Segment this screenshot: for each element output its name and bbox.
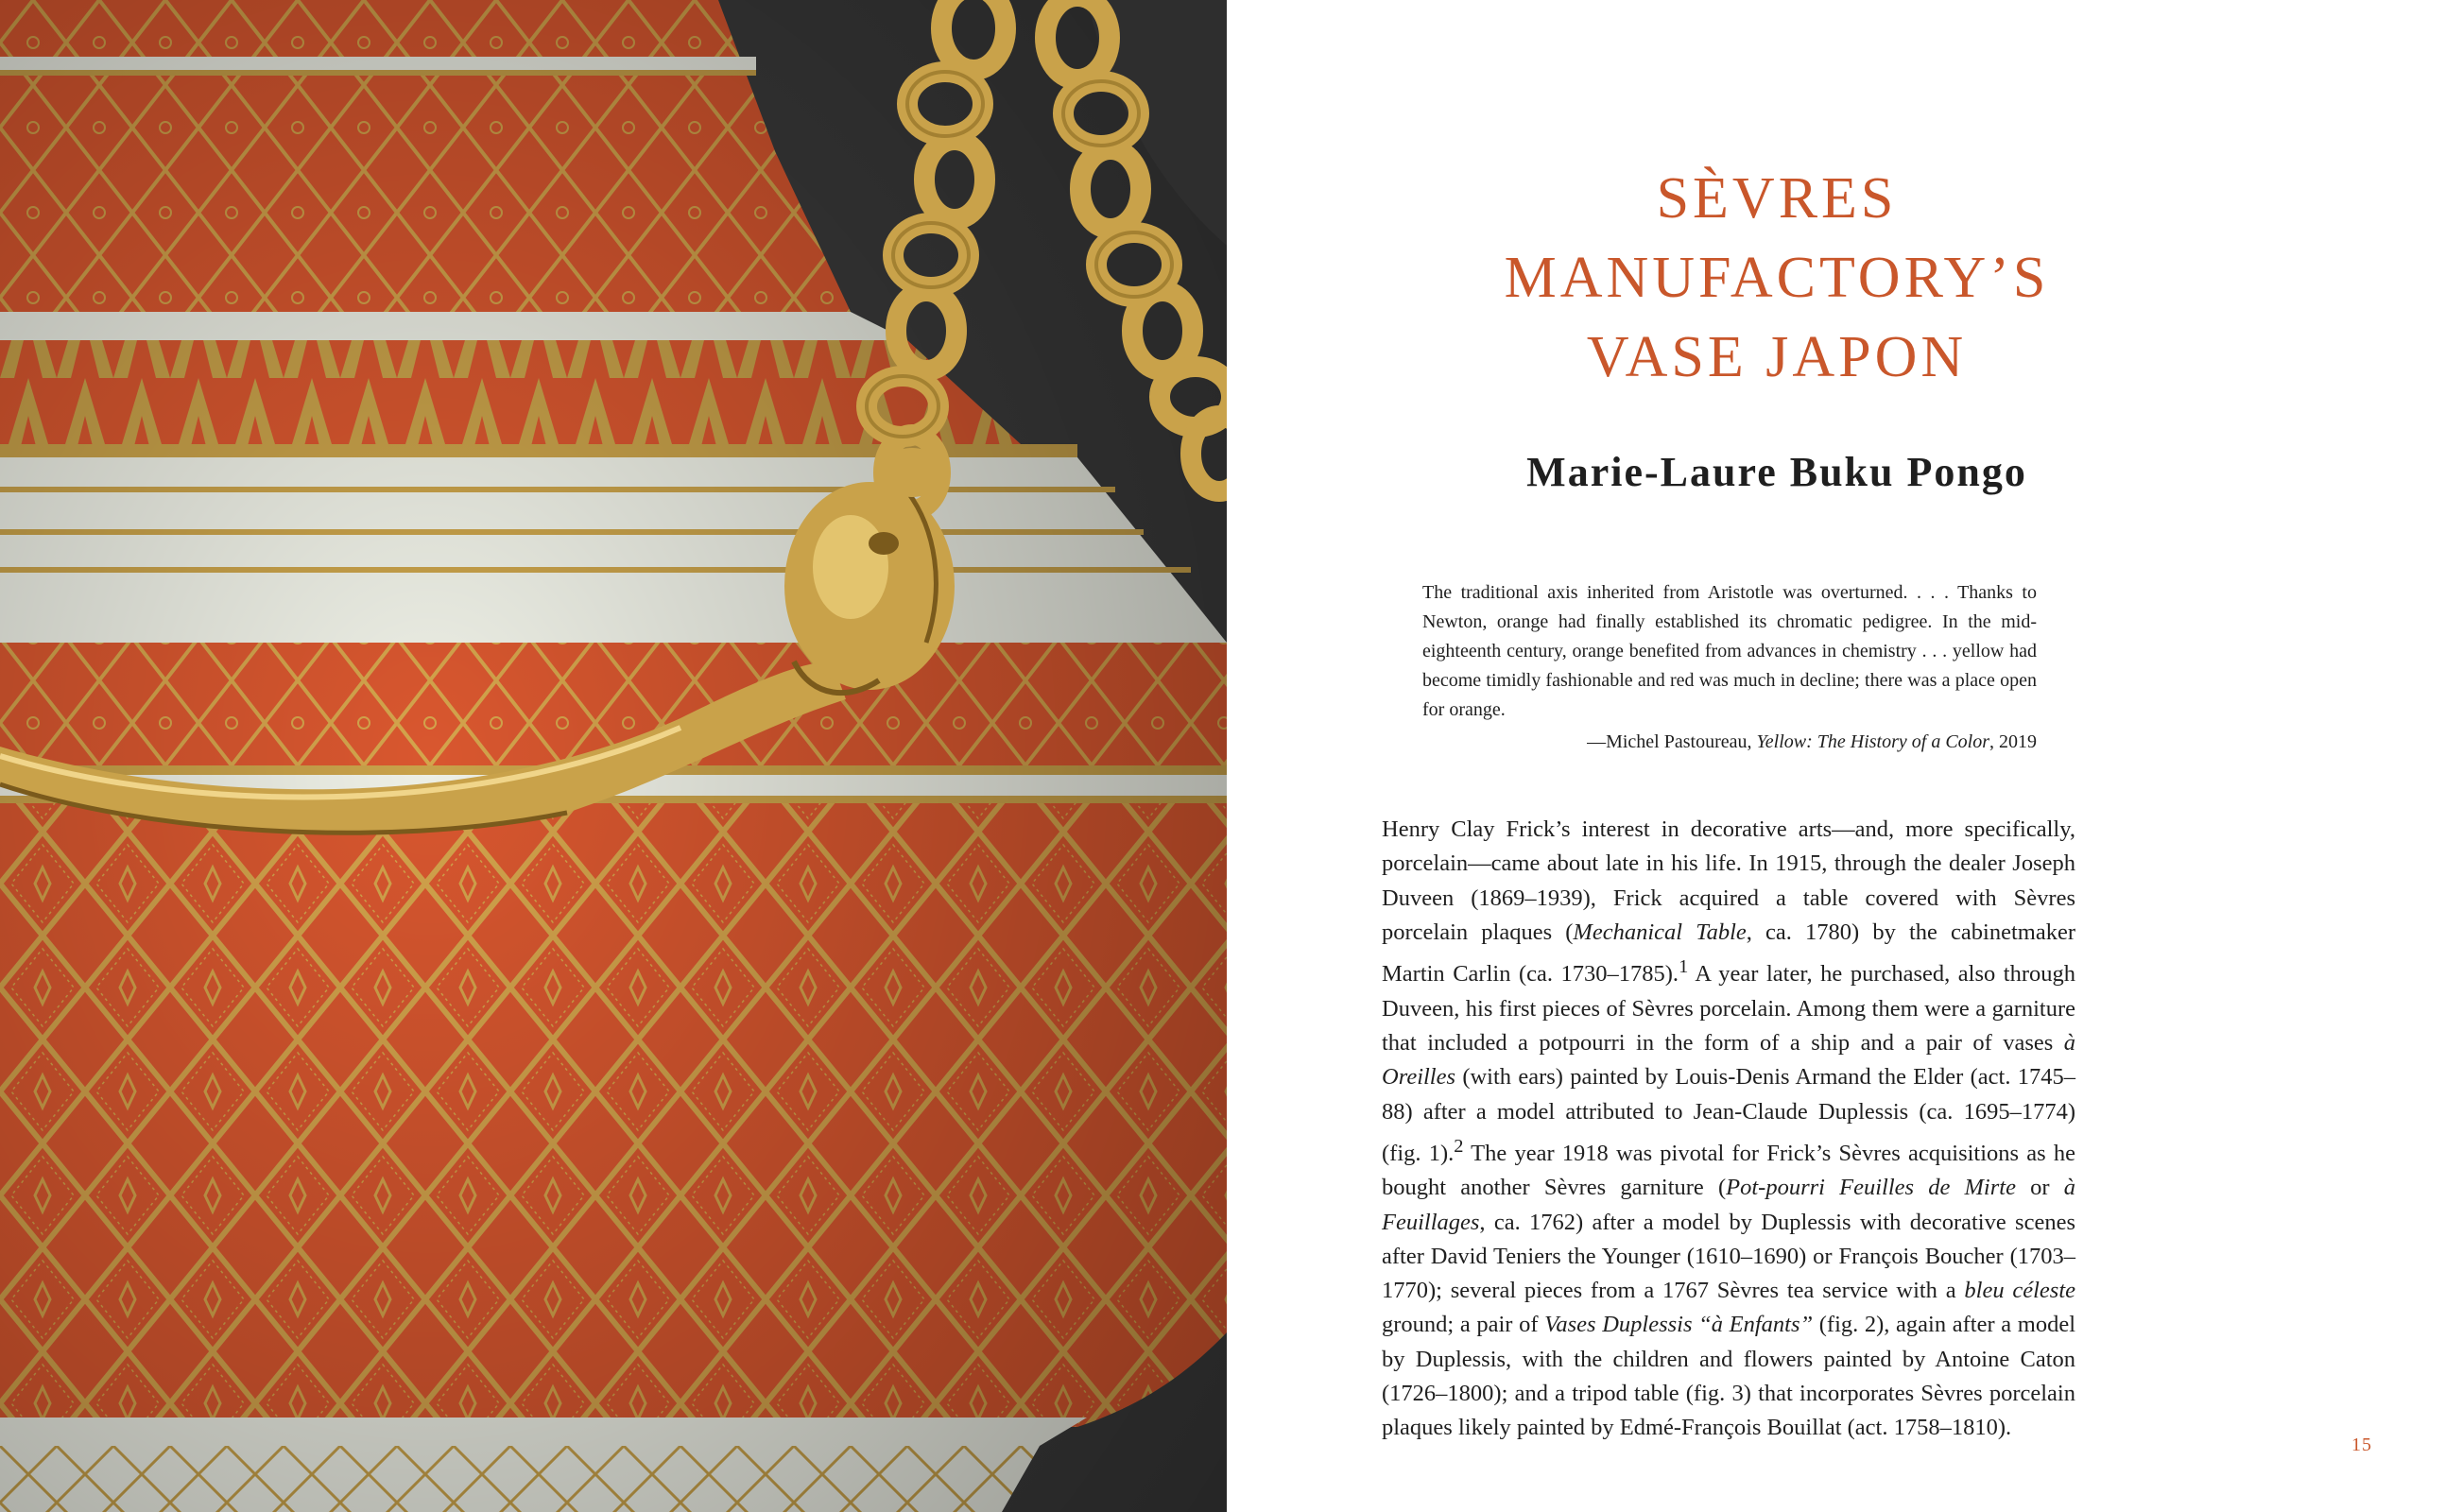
page-number: 15 xyxy=(2351,1435,2372,1455)
body-italic-run: bleu céleste xyxy=(1964,1278,2076,1304)
body-italic-run: Mechanical Table xyxy=(1573,919,1747,945)
body-run: A year later, he purchased, also through Duveen, his first pieces of Sèvres porcelain. Among them were a garniture that included a potpourri in the form of a ship and a pair of vases xyxy=(1382,961,2075,1056)
author-name: Marie-Laure Buku Pongo xyxy=(1526,449,2027,495)
footnote-marker: 2 xyxy=(1454,1135,1464,1157)
attribution-work: Yellow: The History of a Color xyxy=(1756,731,1989,752)
body-run: , ca. 1780) by the cabinetmaker Martin Carlin (ca. 1730–1785). xyxy=(1382,919,2075,988)
body-run: Henry Clay Frick’s interest in decorative arts—and, more specifically, porcelain—came about late in his life. In 1915, through the dealer Joseph Duveen (1869–1939), Frick acquired a table covered with Sèvres porcelain plaques ( xyxy=(1382,816,2075,945)
body-run: , ca. 1762) after a model by Duplessis with decorative scenes after David Teniers the Younger (1610–1690) or François Boucher (1703–1770); several pieces from a 1767 Sèvres tea service with a xyxy=(1382,1209,2075,1304)
body-run: or xyxy=(2015,1175,2064,1201)
body-run: The year 1918 was pivotal for Frick’s Sèvres acquisitions as he bought another Sèvres garniture ( xyxy=(1382,1140,2075,1201)
body-text xyxy=(1382,813,2075,1446)
body-paragraph xyxy=(1382,813,2075,1446)
title-line-3: VASE JAPON xyxy=(1586,325,1968,389)
epigraph-quote: The traditional axis inherited from Aristotle was overturned. . . . Thanks to Newton, orange had finally established its chromatic pedigree. In the mid-eighteenth century, orange benefited from advances in chemistry . . . yellow had become timidly fashionable and red was much in decline; there was a place open for orange. xyxy=(1422,582,2037,720)
body-run: (fig. 2), again after a model by Duplessis, with the children and flowers painted by Antoine Caton (1726–1800); and a tripod table (fig. 3) that incorporates Sèvres porcelain plaques likely painted by Edmé-François Bouillat (act. 1758–1810). xyxy=(1382,1312,2075,1441)
body-run: ground; a pair of xyxy=(1382,1312,1545,1338)
body-italic-run: Pot-pourri Feuilles de Mirte xyxy=(1726,1175,2016,1201)
title-line-2: MANUFACTORY’S xyxy=(1504,246,2050,310)
epigraph-attribution xyxy=(1422,728,2037,757)
body-italic-run: à Feuillages xyxy=(1382,1175,2075,1235)
body-run: (with ears) painted by Louis-Denis Armand the Elder (act. 1745–88) after a model attributed to Jean-Claude Duplessis (ca. 1695–1774) (fig. 1). xyxy=(1382,1064,2075,1166)
body-italic-run: Vases Duplessis “à Enfants” xyxy=(1544,1312,1814,1338)
title-line-1: SÈVRES xyxy=(1656,166,1898,231)
attribution-prefix: —Michel Pastoureau, xyxy=(1587,731,1757,752)
footnote-marker: 1 xyxy=(1679,956,1689,978)
body-italic-run: à Oreilles xyxy=(1382,1029,2075,1091)
attribution-suffix: , 2019 xyxy=(1989,731,2037,752)
article-title xyxy=(1304,159,2249,397)
